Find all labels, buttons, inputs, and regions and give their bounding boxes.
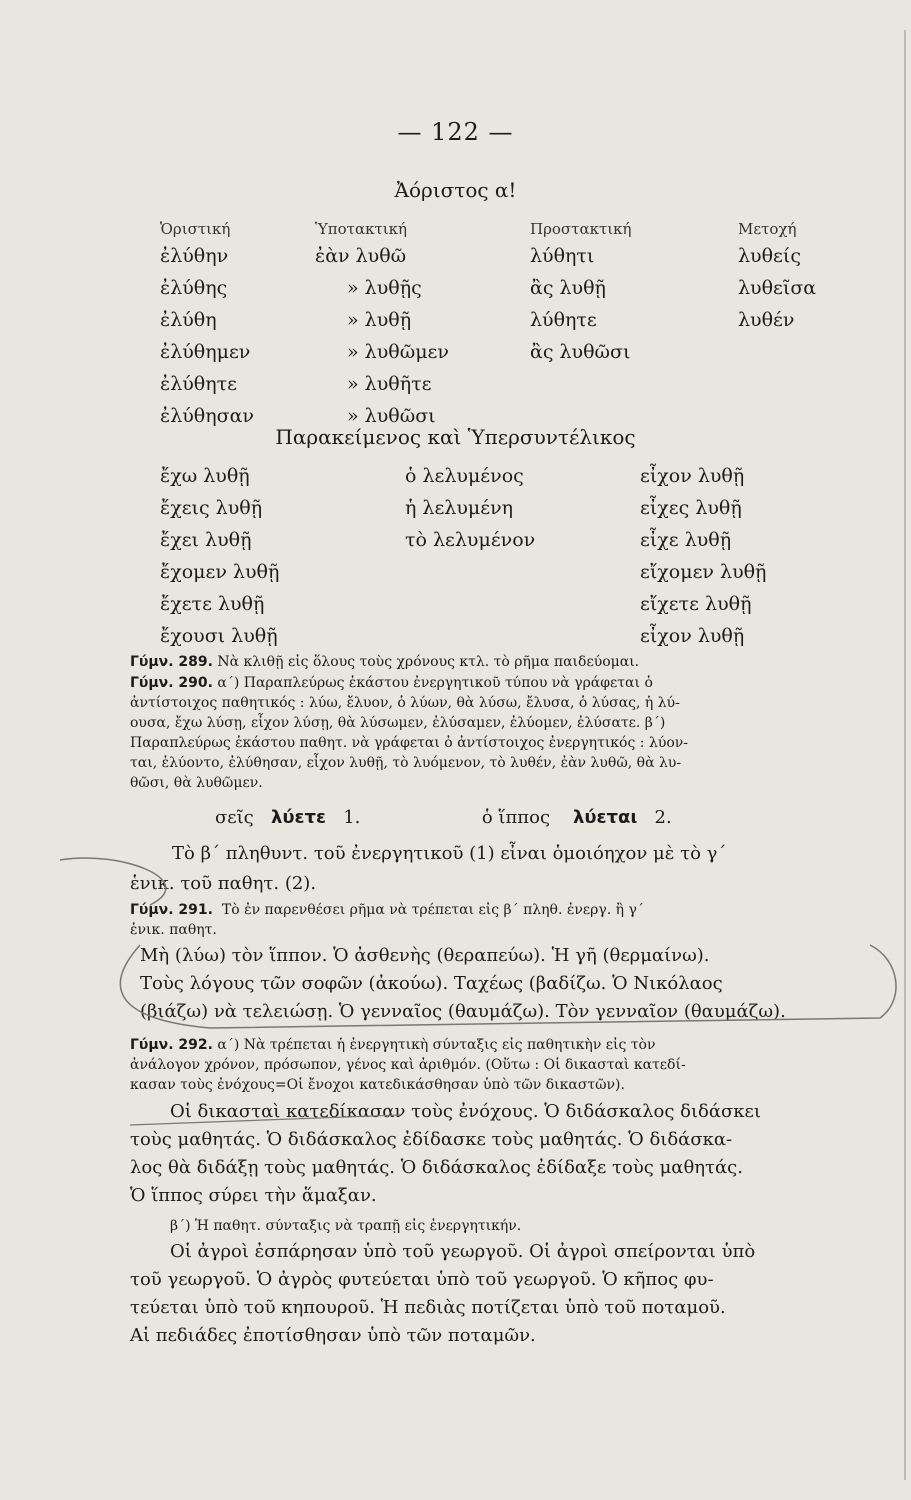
verb-form: εἶχες λυθῇ xyxy=(640,497,742,519)
verb-form: εἶχε λυθῇ xyxy=(640,529,732,551)
exercise-label: Γύμν. 289. xyxy=(130,654,213,670)
column-header: Ὑποτακτική xyxy=(315,220,407,238)
exercise-line: Τὸ ἐν παρενθέσει ρῆμα νὰ τρέπεται εἰς β΄ πληθ. ἐνεργ. ἢ γ΄ xyxy=(221,902,644,918)
exercise-line: α΄) Παραπλεύρως ἑκάστου ἐνεργητικοῦ τύπου νὰ γράφεται ὁ xyxy=(217,675,653,691)
verb-form: ἐλύθημεν xyxy=(160,341,251,363)
verb-form: εἴχομεν λυθῇ xyxy=(640,561,767,583)
sentence-line: Τοὺς λόγους τῶν σοφῶν (ἀκούω). Ταχέως (βαδίζω. Ὁ Νικόλαος xyxy=(140,973,723,994)
sentence-line: Οἱ δικασταὶ κατεδίκασαν τοὺς ἐνόχους. Ὁ διδάσκαλος διδάσκει xyxy=(170,1101,761,1122)
example-number: 1. xyxy=(343,807,361,828)
verb-form: ἔχομεν λυθῇ xyxy=(160,561,280,583)
exercise-line: ται, ἐλύοντο, ἐλύθησαν, εἶχον λυθῇ, τὸ λυόμενον, τὸ λυθέν, ἐὰν λυθῶ, θὰ λυ- xyxy=(130,755,682,771)
exercise-label: Γύμν. 292. xyxy=(130,1037,213,1053)
verb-form: ἐλύθην xyxy=(160,245,229,267)
sentence-line: Ὁ ἵππος σύρει τὴν ἅμαξαν. xyxy=(130,1185,377,1206)
example-verb-active: λύετε xyxy=(270,807,327,828)
verb-form: » λυθῆτε xyxy=(347,373,432,395)
verb-form: » λυθῇς xyxy=(347,277,422,299)
verb-form: ἂς λυθῶσι xyxy=(530,341,631,363)
sentence-line: τοὺς μαθητάς. Ὁ διδάσκαλος ἐδίδασκε τοὺς μαθητάς. Ὁ διδάσκα- xyxy=(130,1129,733,1150)
exercise-line: κασαν τοὺς ἐνόχους=Οἱ ἔνοχοι κατεδικάσθησαν ὑπὸ τῶν δικαστῶν). xyxy=(130,1077,625,1093)
rule-line-2: ἑνικ. τοῦ παθητ. (2). xyxy=(130,873,317,894)
exercise-line: Παραπλεύρως ἑκάστου παθητ. νὰ γράφεται ὁ ἀντίστοιχος ἐνεργητικός : λύον- xyxy=(130,735,688,751)
verb-form: » λυθῇ xyxy=(347,309,412,331)
verb-form: εἶχον λυθῇ xyxy=(640,465,745,487)
sentence-line: λος θὰ διδάξῃ τοὺς μαθητάς. Ὁ διδάσκαλος ἐδίδαξε τοὺς μαθητάς. xyxy=(130,1157,743,1178)
verb-form: ἐλύθητε xyxy=(160,373,237,395)
page-number: — 122 — xyxy=(397,118,514,146)
exercise-line: θῶσι, θὰ λυθῶμεν. xyxy=(130,775,263,791)
exercise-text: Νὰ κλιθῇ εἰς ὅλους τοὺς χρόνους κτλ. τὸ ρῆμα παιδεύομαι. xyxy=(217,654,640,670)
sentence-line: Αἱ πεδιάδες ἐποτίσθησαν ὑπὸ τῶν ποταμῶν. xyxy=(130,1325,536,1346)
example-verb-passive: λύεται xyxy=(572,807,638,828)
verb-form: » λυθῶσι xyxy=(347,405,436,427)
verb-form: ἐὰν λυθῶ xyxy=(315,245,407,267)
verb-form: ἐλύθης xyxy=(160,277,228,299)
verb-form: ἔχετε λυθῇ xyxy=(160,593,265,615)
example-number: 2. xyxy=(654,807,672,828)
exercise-label: Γύμν. 290. xyxy=(130,675,213,691)
verb-form: ἔχεις λυθῇ xyxy=(160,497,263,519)
exercise-line: α΄) Νὰ τρέπεται ἡ ἐνεργητικὴ σύνταξις εἰς παθητικὴν εἰς τὸν xyxy=(217,1037,656,1053)
verb-form: ἔχω λυθῇ xyxy=(160,465,250,487)
verb-form: εἴχετε λυθῇ xyxy=(640,593,752,615)
rule-line-1: Τὸ β΄ πληθυντ. τοῦ ἐνεργητικοῦ (1) εἶναι ὁμοιόηχον μὲ τὸ γ΄ xyxy=(172,843,727,864)
verb-form: ἡ λελυμένη xyxy=(405,497,514,519)
sentence-line: (βιάζω) νὰ τελειώσῃ. Ὁ γενναῖος (θαυμάζω). Τὸν γενναῖον (θαυμάζω). xyxy=(140,1001,786,1022)
verb-form: ὁ λελυμένος xyxy=(405,465,524,487)
pencil-stroke xyxy=(130,1115,400,1125)
column-header: Ὁριστική xyxy=(160,220,231,238)
exercise-label: Γύμν. 291. xyxy=(130,902,213,918)
verb-form: λυθεῖσα xyxy=(738,277,817,299)
exercise-line: ουσα, ἔχω λύσῃ, εἶχον λύσῃ, θὰ λύσωμεν, ἐλύσαμεν, ἐλύομεν, ἐλύσατε. β΄) xyxy=(130,715,666,731)
verb-form: τὸ λελυμένον xyxy=(405,529,536,551)
verb-form: ἐλύθη xyxy=(160,309,217,331)
verb-form: εἶχον λυθῇ xyxy=(640,625,745,647)
verb-form: λυθέν xyxy=(738,309,795,331)
column-header: Μετοχή xyxy=(738,220,797,238)
sentence-line: Οἱ ἀγροὶ ἐσπάρησαν ὑπὸ τοῦ γεωργοῦ. Οἱ ἀγροὶ σπείρονται ὑπὸ xyxy=(170,1241,756,1262)
example-prefix: σεῖς xyxy=(215,807,254,828)
verb-form: ἔχει λυθῇ xyxy=(160,529,252,551)
exercise-line: ἀνάλογον χρόνον, πρόσωπον, γένος καὶ ἀριθμόν. (Οὕτω : Οἱ δικασταὶ κατεδί- xyxy=(130,1057,686,1073)
sentence-line: τεύεται ὑπὸ τοῦ κηπουροῦ. Ἡ πεδιὰς ποτίζεται ὑπὸ τοῦ ποταμοῦ. xyxy=(130,1297,726,1318)
verb-form: λύθητι xyxy=(530,245,595,267)
pencil-stroke xyxy=(60,858,166,905)
verb-form: » λυθῶμεν xyxy=(347,341,449,363)
sentence-line: Μὴ (λύω) τὸν ἵππον. Ὁ ἀσθενὴς (θεραπεύω). Ἡ γῆ (θερμαίνω). xyxy=(140,945,710,966)
exercise-line: ἑνικ. παθητ. xyxy=(130,922,217,938)
sentence-line: τοῦ γεωργοῦ. Ὁ ἀγρὸς φυτεύεται ὑπὸ τοῦ γεωργοῦ. Ὁ κῆπος φυ- xyxy=(130,1269,714,1290)
column-header: Προστακτική xyxy=(530,220,632,238)
verb-form: λύθητε xyxy=(530,309,597,331)
exercise-line: ἀντίστοιχος παθητικός : λύω, ἔλυον, ὁ λύων, θὰ λύσω, ἔλυσα, ὁ λύσας, ἡ λύ- xyxy=(130,695,680,711)
verb-form: λυθείς xyxy=(738,245,801,267)
exercise-292b-instruction: β΄) Ἡ παθητ. σύνταξις νὰ τραπῇ εἰς ἐνεργητικήν. xyxy=(170,1218,522,1234)
verb-form: ἂς λυθῇ xyxy=(530,277,606,299)
perfect-title: Παρακείμενος καὶ Ὑπερσυντέλικος xyxy=(275,425,636,449)
aorist-title: Ἀόριστος α! xyxy=(394,178,517,202)
example-subject: ὁ ἵππος xyxy=(481,807,551,828)
verb-form: ἔχουσι λυθῇ xyxy=(160,625,278,647)
pencil-stroke xyxy=(120,945,896,1028)
verb-form: ἐλύθησαν xyxy=(160,405,254,427)
